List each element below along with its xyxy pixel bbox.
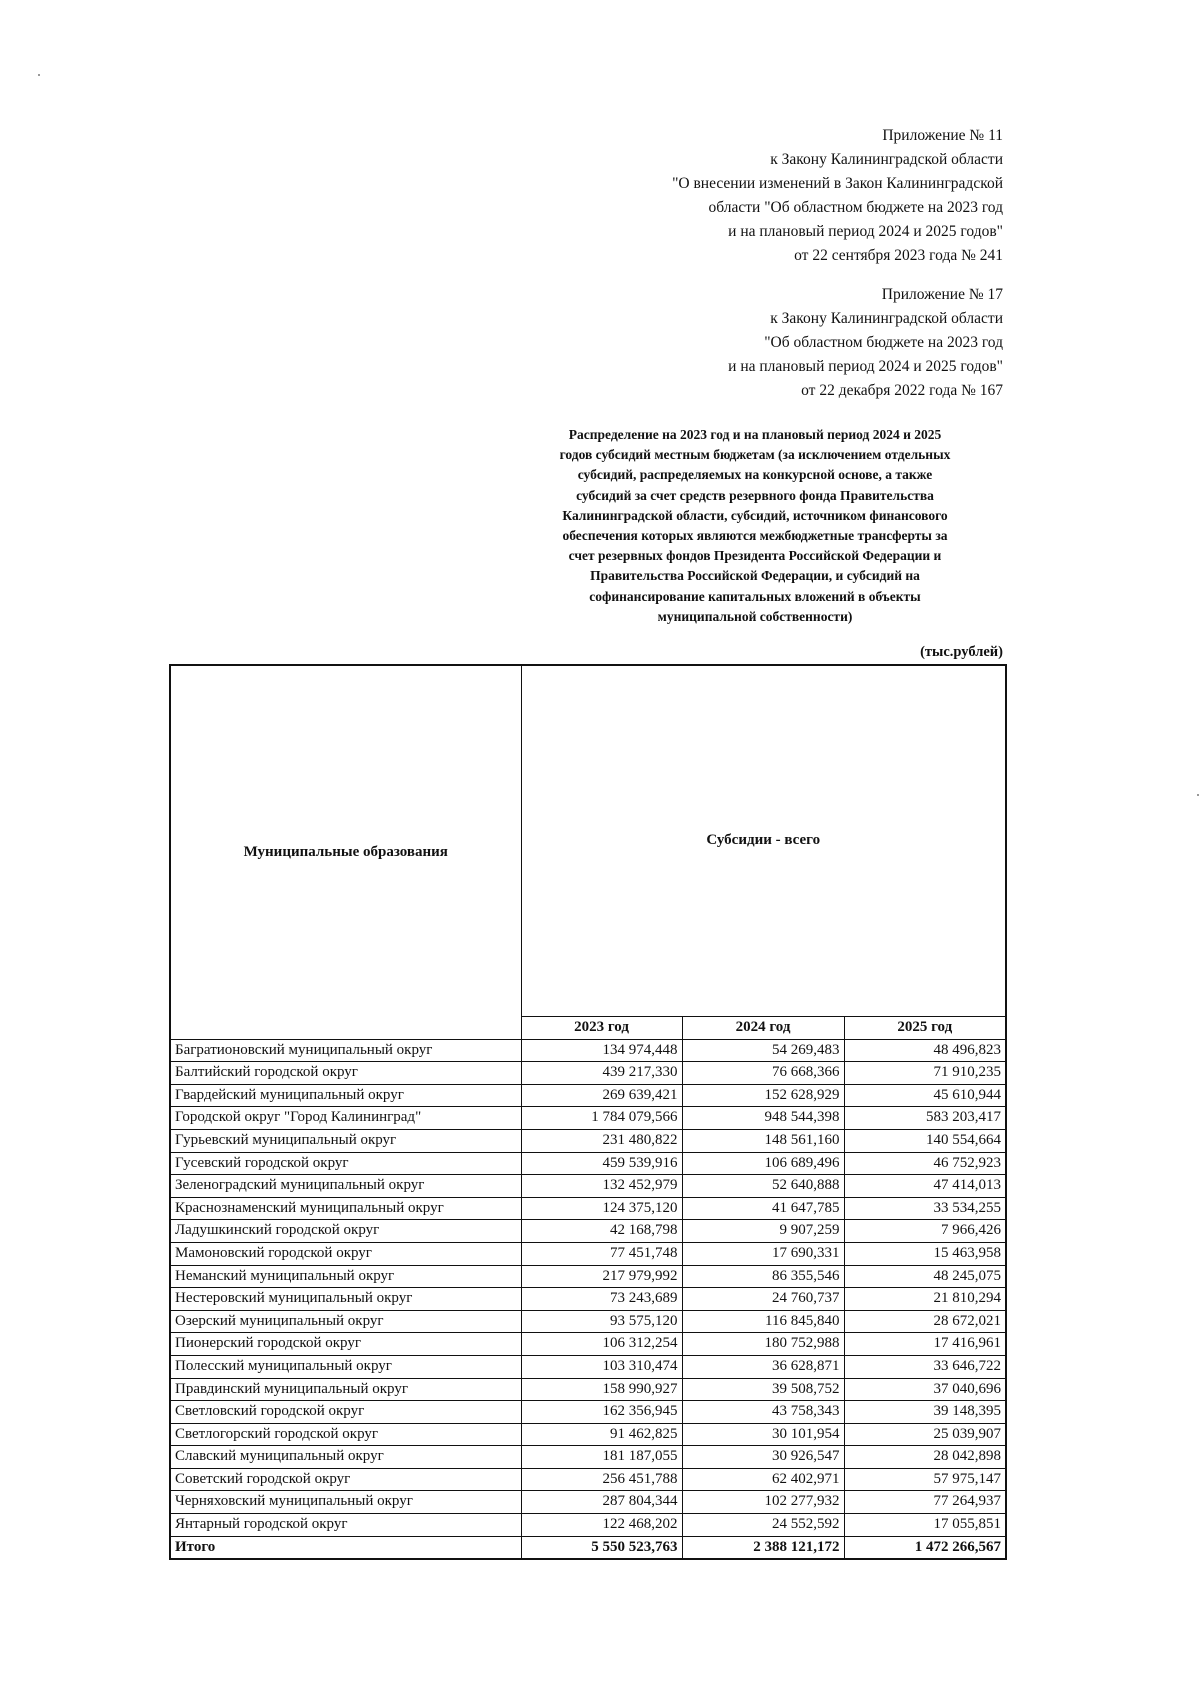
table-row — [170, 1446, 1006, 1469]
value-2025: 77 264,937 — [844, 1491, 1006, 1514]
header-line: к Закону Калининградской области — [770, 310, 1003, 327]
header-line: Приложение № 11 — [882, 127, 1003, 144]
value-2024: 41 647,785 — [682, 1197, 844, 1220]
value-2023: 132 452,979 — [521, 1175, 682, 1198]
table-row — [170, 1491, 1006, 1514]
header-line: и на плановый период 2024 и 2025 годов" — [728, 358, 1003, 375]
municipality-name: Полесский муниципальный округ — [170, 1355, 521, 1378]
table-row — [170, 1310, 1006, 1333]
value-2023: 106 312,254 — [521, 1333, 682, 1356]
value-2024: 148 561,160 — [682, 1129, 844, 1152]
value-2025: 57 975,147 — [844, 1468, 1006, 1491]
value-2024: 54 269,483 — [682, 1039, 844, 1062]
value-2023: 5 550 523,763 — [521, 1536, 682, 1559]
table-row — [170, 1333, 1006, 1356]
table-row — [170, 1514, 1006, 1537]
value-2025: 37 040,696 — [844, 1378, 1006, 1401]
table-row — [170, 1152, 1006, 1175]
table-row — [170, 1423, 1006, 1446]
title-line: обеспечения которых являются межбюджетные трансферты за — [562, 528, 948, 544]
value-2024: 52 640,888 — [682, 1175, 844, 1198]
value-2023: 93 575,120 — [521, 1310, 682, 1333]
value-2023: 91 462,825 — [521, 1423, 682, 1446]
header-line: "О внесении изменений в Закон Калининградской — [672, 175, 1003, 192]
municipality-name: Черняховский муниципальный округ — [170, 1491, 521, 1514]
value-2023: 439 217,330 — [521, 1062, 682, 1085]
table-row — [170, 1355, 1006, 1378]
value-2025: 33 646,722 — [844, 1355, 1006, 1378]
municipality-name: Гвардейский муниципальный округ — [170, 1084, 521, 1107]
value-2023: 287 804,344 — [521, 1491, 682, 1514]
municipality-name: Балтийский городской округ — [170, 1062, 521, 1085]
table-row — [170, 1039, 1006, 1062]
value-2023: 158 990,927 — [521, 1378, 682, 1401]
value-2024: 17 690,331 — [682, 1242, 844, 1265]
table-row — [170, 1062, 1006, 1085]
municipality-name: Светловский городской округ — [170, 1401, 521, 1424]
value-2024: 30 101,954 — [682, 1423, 844, 1446]
value-2024: 948 544,398 — [682, 1107, 844, 1130]
value-2023: 42 168,798 — [521, 1220, 682, 1243]
value-2025: 71 910,235 — [844, 1062, 1006, 1085]
title-line: муниципальной собственности) — [657, 608, 853, 624]
value-2024: 116 845,840 — [682, 1310, 844, 1333]
value-2024: 106 689,496 — [682, 1152, 844, 1175]
value-2024: 36 628,871 — [682, 1355, 844, 1378]
value-2023: 181 187,055 — [521, 1446, 682, 1469]
value-2025: 140 554,664 — [844, 1129, 1006, 1152]
value-2024: 30 926,547 — [682, 1446, 844, 1469]
subsidies-total-header: Субсидии - всего — [521, 665, 1006, 1017]
subsidies-table — [169, 664, 1007, 1560]
value-2024: 102 277,932 — [682, 1491, 844, 1514]
municipality-name: Славский муниципальный округ — [170, 1446, 521, 1469]
value-2023: 73 243,689 — [521, 1288, 682, 1311]
header-line: к Закону Калининградской области — [770, 151, 1003, 168]
table-row — [170, 1197, 1006, 1220]
units-label: (тыс.рублей) — [920, 644, 1003, 660]
title-line: Распределение на 2023 год и на плановый период 2024 и 2025 — [568, 427, 942, 442]
appendix-17-header — [728, 283, 1003, 403]
municipality-name: Зеленоградский муниципальный округ — [170, 1175, 521, 1198]
value-2025: 15 463,958 — [844, 1242, 1006, 1265]
value-2025: 48 496,823 — [844, 1039, 1006, 1062]
table-row — [170, 1129, 1006, 1152]
municipality-name: Багратионовский муниципальный округ — [170, 1039, 521, 1062]
value-2024: 24 760,737 — [682, 1288, 844, 1311]
value-2025: 7 966,426 — [844, 1220, 1006, 1243]
table-row — [170, 1401, 1006, 1424]
value-2023: 124 375,120 — [521, 1197, 682, 1220]
municipality-name: Пионерский городской округ — [170, 1333, 521, 1356]
title-line: софинансирование капитальных вложений в объекты — [589, 588, 921, 604]
value-2025: 17 416,961 — [844, 1333, 1006, 1356]
value-2023: 217 979,992 — [521, 1265, 682, 1288]
value-2024: 43 758,343 — [682, 1401, 844, 1424]
municipality-name: Мамоновский городской округ — [170, 1242, 521, 1265]
table-row — [170, 1107, 1006, 1130]
table-row — [170, 1220, 1006, 1243]
table-row — [170, 1468, 1006, 1491]
title-line: субсидий за счет средств резервного фонда Правительства — [576, 487, 934, 503]
value-2025: 583 203,417 — [844, 1107, 1006, 1130]
year-header-2023: 2023 год — [521, 1017, 682, 1040]
value-2024: 9 907,259 — [682, 1220, 844, 1243]
table-row — [170, 1084, 1006, 1107]
value-2025: 25 039,907 — [844, 1423, 1006, 1446]
year-header-2025: 2025 год — [844, 1017, 1006, 1040]
title-line: счет резервных фондов Президента Российской Федерации и — [568, 548, 942, 564]
table-row — [170, 1265, 1006, 1288]
value-2023: 459 539,916 — [521, 1152, 682, 1175]
value-2025: 45 610,944 — [844, 1084, 1006, 1107]
title-line: годов субсидий местным бюджетам (за исключением отдельных — [559, 447, 951, 463]
document-title — [505, 425, 1005, 627]
total-row — [170, 1536, 1006, 1559]
header-line: от 22 сентября 2023 года № 241 — [794, 247, 1003, 264]
value-2025: 17 055,851 — [844, 1514, 1006, 1537]
value-2025: 46 752,923 — [844, 1152, 1006, 1175]
municipality-name: Ладушкинский городской округ — [170, 1220, 521, 1243]
value-2025: 21 810,294 — [844, 1288, 1006, 1311]
header-line: от 22 декабря 2022 года № 167 — [801, 382, 1003, 399]
municipality-name: Неманский муниципальный округ — [170, 1265, 521, 1288]
value-2023: 122 468,202 — [521, 1514, 682, 1537]
municipality-name: Советский городской округ — [170, 1468, 521, 1491]
value-2025: 47 414,013 — [844, 1175, 1006, 1198]
header-line: Приложение № 17 — [881, 286, 1003, 303]
header-line: "Об областном бюджете на 2023 год — [764, 334, 1003, 351]
scan-speck — [1197, 794, 1199, 796]
municipality-name: Нестеровский муниципальный округ — [170, 1288, 521, 1311]
header-line: и на плановый период 2024 и 2025 годов" — [728, 223, 1003, 240]
value-2023: 134 974,448 — [521, 1039, 682, 1062]
value-2024: 62 402,971 — [682, 1468, 844, 1491]
value-2025: 39 148,395 — [844, 1401, 1006, 1424]
appendix-11-header — [672, 124, 1003, 268]
title-line: субсидий, распределяемых на конкурсной основе, а также — [577, 467, 933, 483]
municipality-name: Янтарный городской округ — [170, 1514, 521, 1537]
value-2024: 39 508,752 — [682, 1378, 844, 1401]
municipality-name: Светлогорский городской округ — [170, 1423, 521, 1446]
municipality-name: Краснознаменский муниципальный округ — [170, 1197, 521, 1220]
value-2023: 256 451,788 — [521, 1468, 682, 1491]
value-2025: 48 245,075 — [844, 1265, 1006, 1288]
value-2023: 231 480,822 — [521, 1129, 682, 1152]
header-line: области "Об областном бюджете на 2023 год — [708, 199, 1003, 216]
value-2023: 77 451,748 — [521, 1242, 682, 1265]
value-2023: 103 310,474 — [521, 1355, 682, 1378]
municipalities-column-header: Муниципальные образования — [170, 665, 521, 1039]
table-row — [170, 1378, 1006, 1401]
value-2024: 2 388 121,172 — [682, 1536, 844, 1559]
table-row — [170, 1175, 1006, 1198]
municipality-name: Озерский муниципальный округ — [170, 1310, 521, 1333]
value-2024: 76 668,366 — [682, 1062, 844, 1085]
value-2025: 1 472 266,567 — [844, 1536, 1006, 1559]
municipality-name: Правдинский муниципальный округ — [170, 1378, 521, 1401]
value-2024: 86 355,546 — [682, 1265, 844, 1288]
municipality-name: Городской округ "Город Калининград" — [170, 1107, 521, 1130]
value-2024: 180 752,988 — [682, 1333, 844, 1356]
value-2023: 162 356,945 — [521, 1401, 682, 1424]
scan-speck — [38, 74, 40, 76]
value-2023: 269 639,421 — [521, 1084, 682, 1107]
value-2025: 33 534,255 — [844, 1197, 1006, 1220]
value-2024: 152 628,929 — [682, 1084, 844, 1107]
value-2023: 1 784 079,566 — [521, 1107, 682, 1130]
title-line: Правительства Российской Федерации, и субсидий на — [590, 568, 920, 584]
value-2025: 28 042,898 — [844, 1446, 1006, 1469]
value-2024: 24 552,592 — [682, 1514, 844, 1537]
value-2025: 28 672,021 — [844, 1310, 1006, 1333]
title-line: Калининградской области, субсидий, источником финансового — [562, 507, 948, 523]
table-body — [170, 1039, 1006, 1559]
year-header-2024: 2024 год — [682, 1017, 844, 1040]
municipality-name: Гурьевский муниципальный округ — [170, 1129, 521, 1152]
table-row — [170, 1288, 1006, 1311]
table-row — [170, 1242, 1006, 1265]
municipality-name: Итого — [170, 1536, 521, 1559]
municipality-name: Гусевский городской округ — [170, 1152, 521, 1175]
